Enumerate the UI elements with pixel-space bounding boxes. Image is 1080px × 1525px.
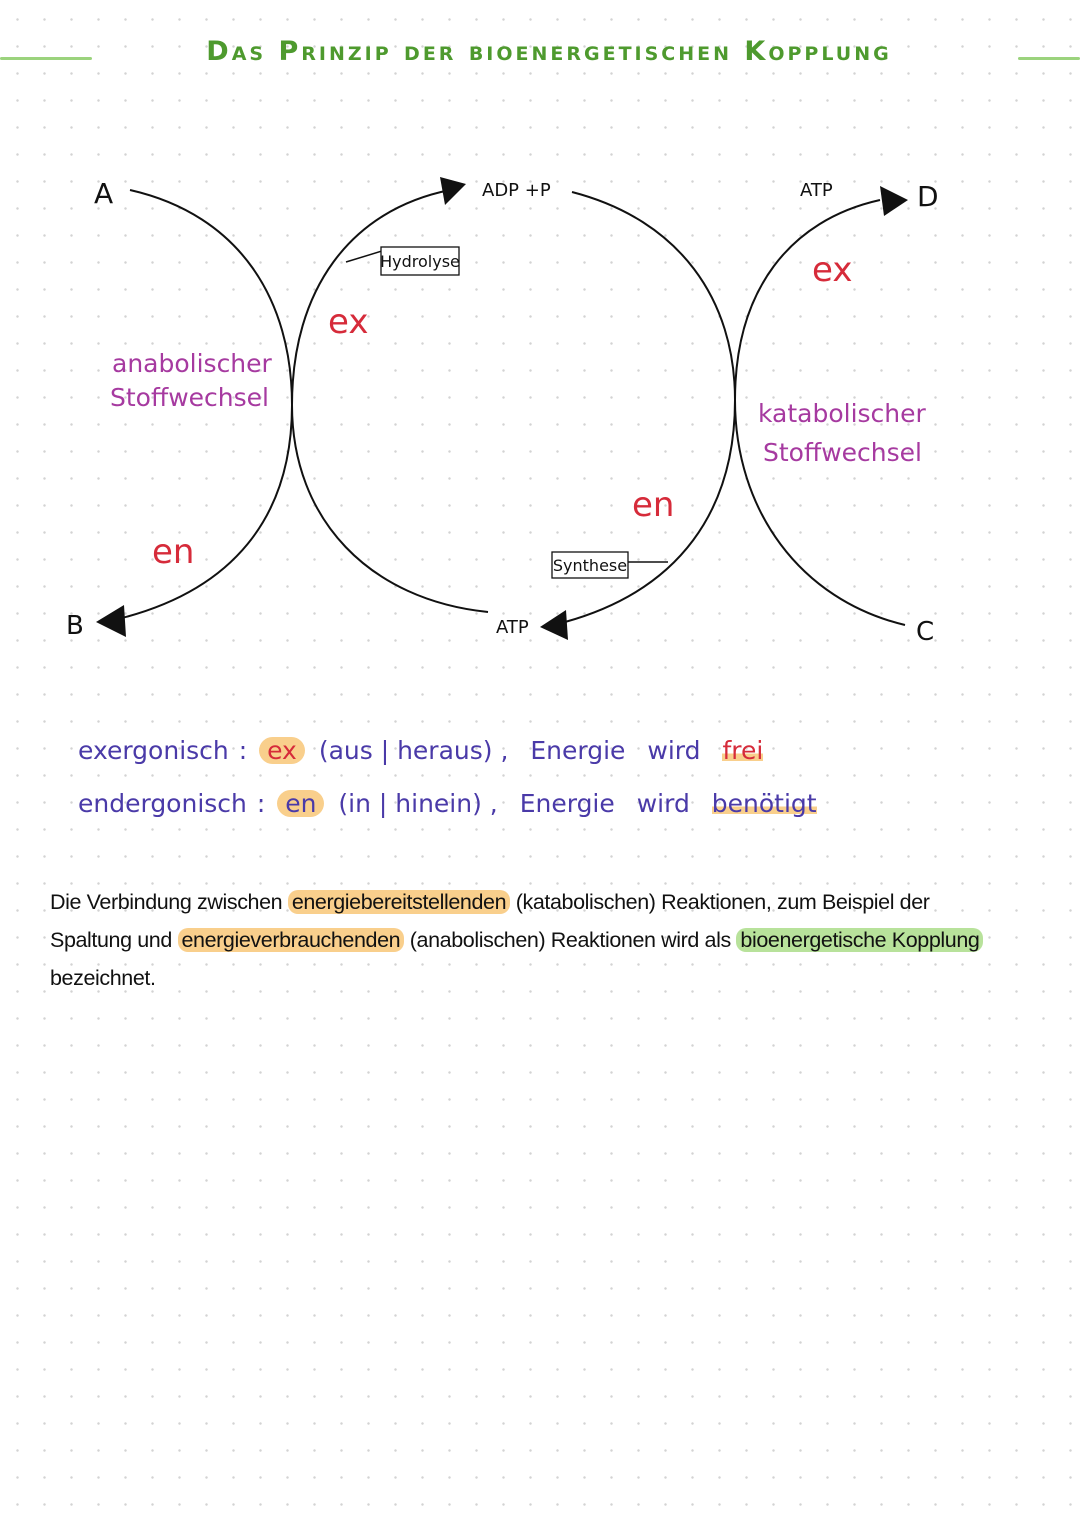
- hydrolyse-label: Hydrolyse: [380, 252, 460, 271]
- paragraph-text-2: (katabolischen) Reaktionen, zum Beispiel der Spaltung und: [50, 890, 930, 952]
- katabolic-label-line2: Stoffwechsel: [763, 438, 922, 467]
- paragraph-text-1: Die Verbindung zwischen: [50, 890, 288, 914]
- arrowhead-atp-bottom: [540, 610, 568, 640]
- anabolic-label-line1: anabolischer: [112, 349, 272, 378]
- legend-exergonic-energy: Energie: [530, 736, 626, 765]
- legend-exergonic-colon: :: [238, 736, 248, 765]
- highlight-bioenergetische-kopplung: bioenergetische Kopplung: [736, 928, 983, 952]
- adp-label: ADP +P: [482, 180, 551, 201]
- legend-exergonic: [78, 737, 763, 764]
- highlight-energiebereitstellenden: energiebereitstellenden: [288, 890, 510, 914]
- legend-exergonic-result: frei: [722, 736, 764, 765]
- legend-en-tag: en: [277, 790, 324, 817]
- legend-endergonic-term: endergonisch: [78, 789, 247, 818]
- atp-top-label: ATP: [800, 180, 833, 201]
- point-d: D: [917, 180, 939, 213]
- anabolic-label-line2: Stoffwechsel: [110, 383, 269, 412]
- legend-endergonic-colon: :: [256, 789, 266, 818]
- legend-ex-tag: ex: [259, 737, 305, 764]
- legend-endergonic-wird: wird: [636, 789, 690, 818]
- legend-exergonic-wird: wird: [647, 736, 701, 765]
- legend-endergonic: [78, 790, 817, 817]
- ex-right-label: ex: [812, 250, 853, 290]
- point-c: C: [916, 617, 935, 647]
- atp-bottom-label: ATP: [496, 617, 529, 638]
- en-right-label: en: [632, 485, 675, 525]
- legend-endergonic-result: benötigt: [711, 789, 817, 818]
- legend-exergonic-meaning: (aus | heraus) ,: [318, 736, 509, 765]
- legend-endergonic-energy: Energie: [519, 789, 615, 818]
- arrowhead-b: [96, 605, 126, 637]
- en-left-label: en: [152, 532, 195, 572]
- point-b: B: [66, 611, 84, 641]
- point-a: A: [94, 177, 114, 210]
- page-title: Das Prinzip der bioenergetischen Kopplung: [206, 36, 892, 67]
- arrowhead-d: [880, 186, 908, 216]
- paragraph-text-4: bezeichnet.: [50, 966, 156, 990]
- hydrolyse-connector: [346, 251, 382, 262]
- katabolic-label-line1: katabolischer: [758, 399, 926, 428]
- synthese-label: Synthese: [552, 556, 628, 575]
- highlight-energieverbrauchenden: energieverbrauchenden: [178, 928, 405, 952]
- definition-paragraph: [50, 883, 1010, 997]
- paragraph-text-3: (anabolischen) Reaktionen wird als: [404, 928, 737, 952]
- arrowhead-adp: [440, 177, 466, 205]
- coupling-diagram: [0, 0, 1080, 700]
- ex-left-label: ex: [328, 302, 369, 342]
- legend-exergonic-term: exergonisch: [78, 736, 229, 765]
- legend-endergonic-meaning: (in | hinein) ,: [338, 789, 498, 818]
